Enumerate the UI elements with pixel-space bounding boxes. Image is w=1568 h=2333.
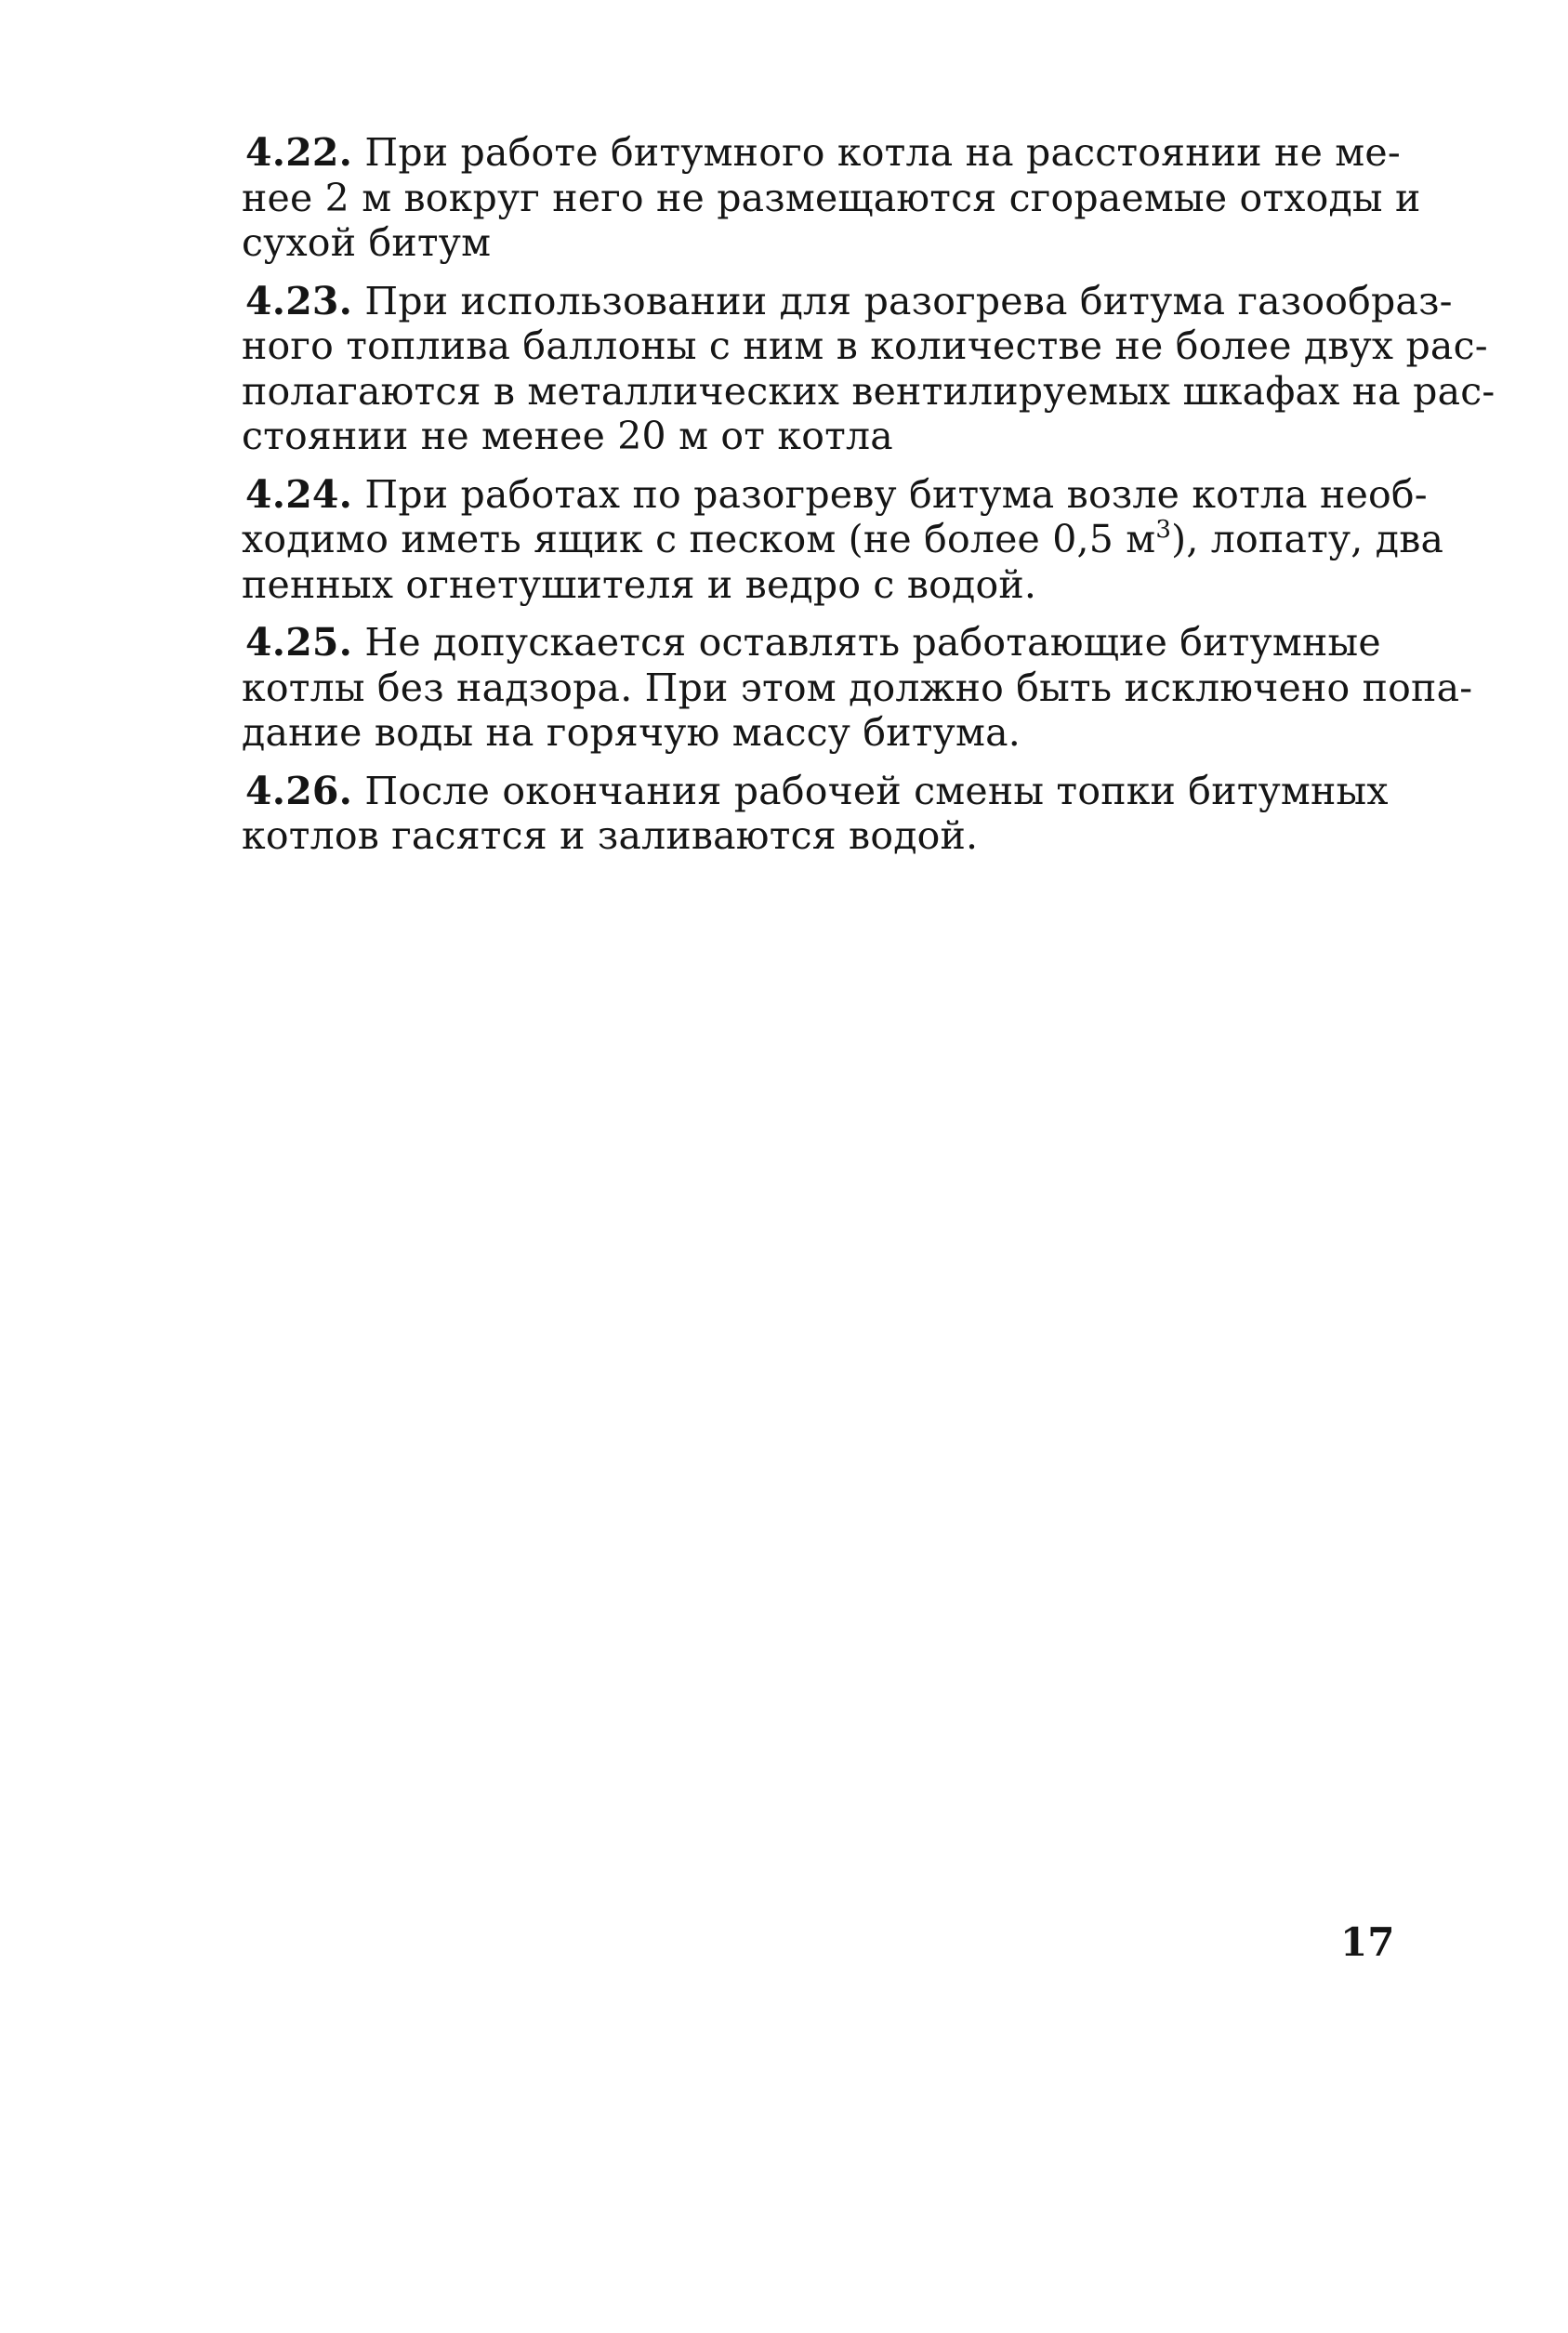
paragraph-line	[244, 130, 1401, 176]
paragraph-number: 4.24.	[245, 471, 353, 517]
paragraph-number: 4.25.	[245, 620, 353, 665]
superscript: 3	[1155, 516, 1172, 544]
paragraph-line	[244, 471, 1428, 518]
paragraph-line: пенных огнетушителя и ведро с водой.	[242, 561, 1037, 607]
paragraph-line: стоянии не менее 20 м от котла	[242, 414, 893, 458]
paragraph-line: котлы без надзора. При этом должно быть исключено попа-	[242, 665, 1473, 710]
paragraph-number: 4.22.	[245, 130, 353, 175]
paragraph-line	[244, 278, 1453, 324]
paragraph-4-25	[242, 620, 1473, 756]
paragraph-line	[244, 768, 1389, 814]
paragraph-line	[242, 516, 1444, 562]
paragraph-4-24	[242, 471, 1444, 608]
paragraph-text: ), лопату, два	[1171, 517, 1444, 561]
paragraph-line: нее 2 м вокруг него не размещаются сгораемые отходы и	[242, 175, 1421, 220]
paragraph-line: котлов гасятся и заливаются водой.	[242, 813, 979, 858]
paragraph-number: 4.26.	[245, 768, 353, 813]
paragraph-text: Не допускается оставлять работающие битумные	[352, 620, 1381, 665]
paragraph-line	[244, 620, 1381, 666]
paragraph-line: дание воды на горячую массу битума.	[242, 710, 1021, 755]
paragraph-line: сухой битум	[242, 220, 492, 265]
paragraph-text: При работе битумного котла на расстоянии не ме-	[352, 130, 1401, 175]
paragraph-text: При использовании для разогрева битума газообраз-	[352, 278, 1453, 323]
paragraph-text: После окончания рабочей смены топки битумных	[352, 768, 1389, 813]
paragraph-line: ного топлива баллоны с ним в количестве не более двух рас-	[242, 323, 1488, 368]
paragraph-number: 4.23.	[245, 278, 353, 323]
paragraph-text: ходимо иметь ящик с песком (не более 0,5 м	[242, 517, 1156, 561]
paragraph-4-23	[242, 278, 1496, 459]
paragraph-line: полагаются в металлических вентилируемых шкафах на рас-	[242, 368, 1496, 414]
paragraph-4-26	[242, 768, 1389, 859]
paragraph-text: При работах по разогреву битума возле котла необ-	[352, 471, 1428, 517]
page-number: 17	[1340, 1919, 1395, 1965]
paragraph-4-22	[242, 130, 1421, 266]
regulation-text	[242, 130, 1496, 872]
